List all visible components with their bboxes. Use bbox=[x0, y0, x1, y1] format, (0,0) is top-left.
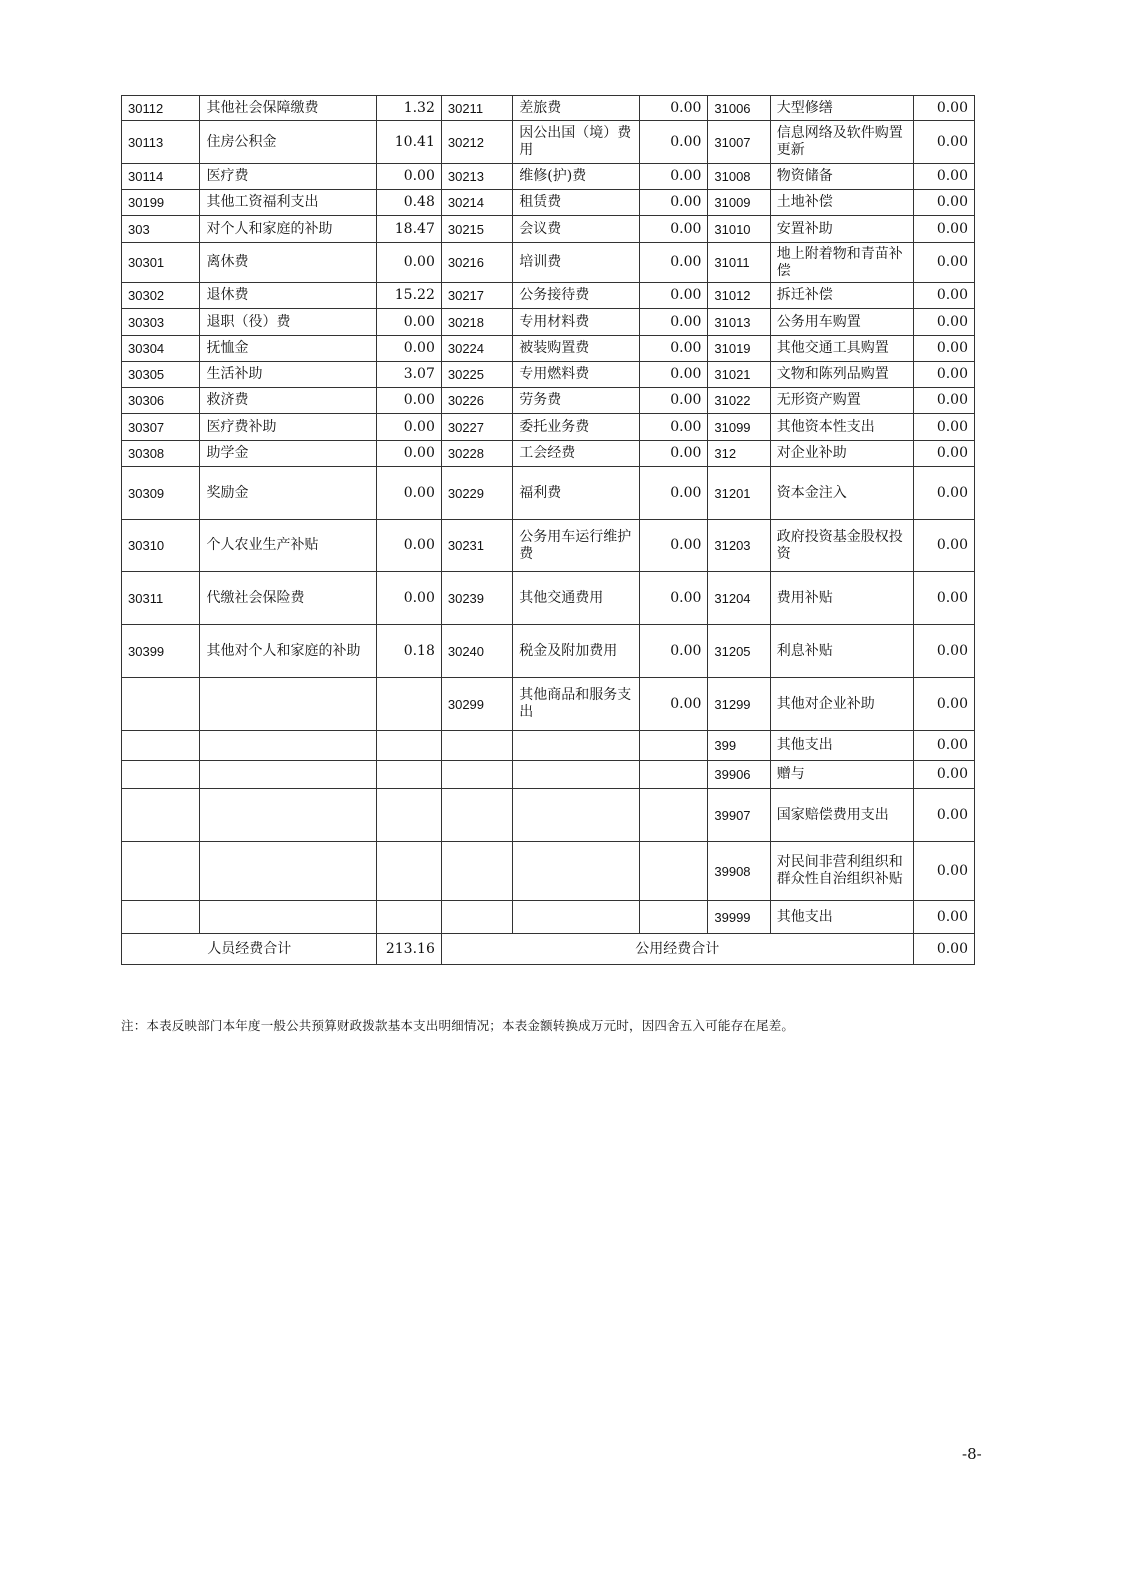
group2-amount-cell: 0.00 bbox=[640, 678, 708, 731]
group1-amount-cell: 0.00 bbox=[377, 572, 441, 625]
group3-amount-cell: 0.00 bbox=[913, 96, 974, 121]
group1-amount-cell bbox=[377, 678, 441, 731]
group2-name-cell: 被装购置费 bbox=[513, 336, 640, 362]
group1-name-cell bbox=[200, 731, 377, 761]
group3-name-cell: 政府投资基金股权投资 bbox=[770, 520, 913, 572]
table-row bbox=[122, 520, 975, 572]
group3-amount-cell: 0.00 bbox=[913, 309, 974, 336]
group1-code-cell: 30310 bbox=[122, 520, 200, 572]
group2-code-cell: 30228 bbox=[441, 441, 512, 467]
group2-name-cell: 专用材料费 bbox=[513, 309, 640, 336]
group1-amount-cell: 0.00 bbox=[377, 441, 441, 467]
group3-name-cell: 其他交通工具购置 bbox=[770, 336, 913, 362]
group1-code-cell bbox=[122, 761, 200, 789]
group3-name-cell: 其他支出 bbox=[770, 901, 913, 934]
group3-code-cell: 312 bbox=[708, 441, 770, 467]
group3-amount-cell: 0.00 bbox=[913, 901, 974, 934]
page-number: -8- bbox=[962, 1445, 982, 1463]
group1-amount-cell: 1.32 bbox=[377, 96, 441, 121]
group1-amount-cell bbox=[377, 901, 441, 934]
group3-code-cell: 31019 bbox=[708, 336, 770, 362]
table-row bbox=[122, 121, 975, 164]
group3-code-cell: 31011 bbox=[708, 243, 770, 283]
group1-name-cell bbox=[200, 901, 377, 934]
group3-name-cell: 物资储备 bbox=[770, 164, 913, 190]
group2-name-cell: 专用燃料费 bbox=[513, 362, 640, 388]
group3-amount-cell: 0.00 bbox=[913, 678, 974, 731]
group2-name-cell: 培训费 bbox=[513, 243, 640, 283]
group3-amount-cell: 0.00 bbox=[913, 216, 974, 243]
group3-code-cell: 31099 bbox=[708, 414, 770, 441]
group1-amount-cell: 0.00 bbox=[377, 414, 441, 441]
group1-amount-cell bbox=[377, 761, 441, 789]
group3-name-cell: 大型修缮 bbox=[770, 96, 913, 121]
group3-name-cell: 拆迁补偿 bbox=[770, 283, 913, 309]
group3-amount-cell: 0.00 bbox=[913, 789, 974, 842]
group1-name-cell: 其他对个人和家庭的补助 bbox=[200, 625, 377, 678]
group1-code-cell bbox=[122, 731, 200, 761]
group1-name-cell: 助学金 bbox=[200, 441, 377, 467]
group3-code-cell: 31006 bbox=[708, 96, 770, 121]
group2-code-cell: 30231 bbox=[441, 520, 512, 572]
group2-name-cell bbox=[513, 789, 640, 842]
group1-code-cell: 303 bbox=[122, 216, 200, 243]
group1-name-cell bbox=[200, 789, 377, 842]
group2-name-cell: 会议费 bbox=[513, 216, 640, 243]
group1-amount-cell bbox=[377, 789, 441, 842]
group2-code-cell: 30217 bbox=[441, 283, 512, 309]
group3-amount-cell: 0.00 bbox=[913, 731, 974, 761]
group3-amount-cell: 0.00 bbox=[913, 441, 974, 467]
group1-code-cell: 30309 bbox=[122, 467, 200, 520]
personnel-total-value: 213.16 bbox=[377, 934, 441, 965]
group1-name-cell: 医疗费补助 bbox=[200, 414, 377, 441]
group1-name-cell: 住房公积金 bbox=[200, 121, 377, 164]
group1-amount-cell: 0.00 bbox=[377, 520, 441, 572]
table-row bbox=[122, 572, 975, 625]
group1-code-cell: 30301 bbox=[122, 243, 200, 283]
group1-code-cell bbox=[122, 789, 200, 842]
group2-amount-cell: 0.00 bbox=[640, 164, 708, 190]
group2-code-cell: 30299 bbox=[441, 678, 512, 731]
group3-name-cell: 文物和陈列品购置 bbox=[770, 362, 913, 388]
group1-name-cell: 抚恤金 bbox=[200, 336, 377, 362]
group3-code-cell: 31299 bbox=[708, 678, 770, 731]
group2-amount-cell: 0.00 bbox=[640, 96, 708, 121]
public-total-label: 公用经费合计 bbox=[441, 934, 913, 965]
group2-code-cell: 30240 bbox=[441, 625, 512, 678]
group3-name-cell: 其他支出 bbox=[770, 731, 913, 761]
table-row bbox=[122, 414, 975, 441]
group2-amount-cell bbox=[640, 761, 708, 789]
group1-amount-cell: 0.00 bbox=[377, 309, 441, 336]
group2-name-cell: 其他交通费用 bbox=[513, 572, 640, 625]
public-total-value: 0.00 bbox=[913, 934, 974, 965]
table-row bbox=[122, 789, 975, 842]
group3-code-cell: 31013 bbox=[708, 309, 770, 336]
group3-amount-cell: 0.00 bbox=[913, 467, 974, 520]
group1-code-cell: 30307 bbox=[122, 414, 200, 441]
group3-code-cell: 39999 bbox=[708, 901, 770, 934]
group3-code-cell: 31007 bbox=[708, 121, 770, 164]
group2-code-cell bbox=[441, 901, 512, 934]
group2-code-cell: 30211 bbox=[441, 96, 512, 121]
group1-code-cell: 30308 bbox=[122, 441, 200, 467]
group2-code-cell: 30239 bbox=[441, 572, 512, 625]
group3-amount-cell: 0.00 bbox=[913, 164, 974, 190]
group1-amount-cell: 0.48 bbox=[377, 190, 441, 216]
group2-code-cell: 30225 bbox=[441, 362, 512, 388]
group2-amount-cell: 0.00 bbox=[640, 441, 708, 467]
group2-amount-cell bbox=[640, 789, 708, 842]
group1-code-cell: 30114 bbox=[122, 164, 200, 190]
group2-name-cell: 福利费 bbox=[513, 467, 640, 520]
group3-name-cell: 费用补贴 bbox=[770, 572, 913, 625]
table-row bbox=[122, 842, 975, 901]
group2-amount-cell: 0.00 bbox=[640, 243, 708, 283]
group1-code-cell: 30399 bbox=[122, 625, 200, 678]
expenditure-detail-table bbox=[121, 95, 975, 965]
group2-code-cell bbox=[441, 842, 512, 901]
group2-amount-cell: 0.00 bbox=[640, 362, 708, 388]
group1-code-cell: 30113 bbox=[122, 121, 200, 164]
group3-amount-cell: 0.00 bbox=[913, 842, 974, 901]
group3-amount-cell: 0.00 bbox=[913, 283, 974, 309]
group1-name-cell: 医疗费 bbox=[200, 164, 377, 190]
group1-amount-cell: 0.00 bbox=[377, 336, 441, 362]
group2-amount-cell: 0.00 bbox=[640, 283, 708, 309]
group3-name-cell: 资本金注入 bbox=[770, 467, 913, 520]
group3-code-cell: 31008 bbox=[708, 164, 770, 190]
group1-name-cell: 其他工资福利支出 bbox=[200, 190, 377, 216]
group3-name-cell: 地上附着物和青苗补偿 bbox=[770, 243, 913, 283]
group1-name-cell: 对个人和家庭的补助 bbox=[200, 216, 377, 243]
group2-amount-cell: 0.00 bbox=[640, 336, 708, 362]
group1-name-cell: 其他社会保障缴费 bbox=[200, 96, 377, 121]
totals-row bbox=[122, 934, 975, 965]
group2-amount-cell: 0.00 bbox=[640, 572, 708, 625]
group2-amount-cell: 0.00 bbox=[640, 520, 708, 572]
group1-amount-cell: 0.00 bbox=[377, 388, 441, 414]
table-body bbox=[122, 96, 975, 965]
group1-amount-cell: 0.00 bbox=[377, 164, 441, 190]
table-row bbox=[122, 362, 975, 388]
group3-amount-cell: 0.00 bbox=[913, 243, 974, 283]
group1-name-cell: 救济费 bbox=[200, 388, 377, 414]
group1-code-cell: 30303 bbox=[122, 309, 200, 336]
personnel-total-label: 人员经费合计 bbox=[122, 934, 377, 965]
group1-amount-cell: 18.47 bbox=[377, 216, 441, 243]
group2-name-cell: 租赁费 bbox=[513, 190, 640, 216]
group3-amount-cell: 0.00 bbox=[913, 121, 974, 164]
group3-code-cell: 31201 bbox=[708, 467, 770, 520]
group1-name-cell: 奖励金 bbox=[200, 467, 377, 520]
group3-name-cell: 土地补偿 bbox=[770, 190, 913, 216]
group2-amount-cell bbox=[640, 842, 708, 901]
group1-amount-cell: 0.00 bbox=[377, 467, 441, 520]
table-note: 注：本表反映部门本年度一般公共预算财政拨款基本支出明细情况；本表金额转换成万元时，因四舍五入可能存在尾差。 bbox=[121, 1018, 795, 1033]
group1-code-cell: 30302 bbox=[122, 283, 200, 309]
table-row bbox=[122, 441, 975, 467]
group2-amount-cell: 0.00 bbox=[640, 216, 708, 243]
table-row bbox=[122, 901, 975, 934]
table-row bbox=[122, 283, 975, 309]
table-row bbox=[122, 309, 975, 336]
group1-name-cell bbox=[200, 761, 377, 789]
group2-name-cell bbox=[513, 731, 640, 761]
group1-name-cell: 离休费 bbox=[200, 243, 377, 283]
table-row bbox=[122, 467, 975, 520]
table-row bbox=[122, 243, 975, 283]
group1-code-cell bbox=[122, 842, 200, 901]
group3-amount-cell: 0.00 bbox=[913, 572, 974, 625]
table-row bbox=[122, 336, 975, 362]
group3-name-cell: 信息网络及软件购置更新 bbox=[770, 121, 913, 164]
group2-amount-cell: 0.00 bbox=[640, 190, 708, 216]
group3-code-cell: 31012 bbox=[708, 283, 770, 309]
group1-code-cell: 30304 bbox=[122, 336, 200, 362]
group3-name-cell: 对民间非营利组织和群众性自治组织补贴 bbox=[770, 842, 913, 901]
group1-name-cell: 生活补助 bbox=[200, 362, 377, 388]
group2-amount-cell bbox=[640, 901, 708, 934]
group2-code-cell: 30224 bbox=[441, 336, 512, 362]
group3-code-cell: 31204 bbox=[708, 572, 770, 625]
group2-code-cell: 30226 bbox=[441, 388, 512, 414]
group3-code-cell: 31021 bbox=[708, 362, 770, 388]
table-row bbox=[122, 190, 975, 216]
group2-name-cell bbox=[513, 842, 640, 901]
group1-amount-cell: 15.22 bbox=[377, 283, 441, 309]
group3-code-cell: 31009 bbox=[708, 190, 770, 216]
group2-name-cell: 公务用车运行维护费 bbox=[513, 520, 640, 572]
table-row bbox=[122, 625, 975, 678]
group3-name-cell: 其他资本性支出 bbox=[770, 414, 913, 441]
group3-code-cell: 39907 bbox=[708, 789, 770, 842]
group3-name-cell: 对企业补助 bbox=[770, 441, 913, 467]
group1-code-cell: 30112 bbox=[122, 96, 200, 121]
group1-name-cell: 退职（役）费 bbox=[200, 309, 377, 336]
group2-code-cell: 30218 bbox=[441, 309, 512, 336]
group3-name-cell: 利息补贴 bbox=[770, 625, 913, 678]
group1-name-cell: 个人农业生产补贴 bbox=[200, 520, 377, 572]
group2-code-cell: 30227 bbox=[441, 414, 512, 441]
group2-name-cell bbox=[513, 761, 640, 789]
group3-amount-cell: 0.00 bbox=[913, 388, 974, 414]
table-row bbox=[122, 761, 975, 789]
table-row bbox=[122, 164, 975, 190]
group2-name-cell: 其他商品和服务支出 bbox=[513, 678, 640, 731]
group2-name-cell: 委托业务费 bbox=[513, 414, 640, 441]
group1-amount-cell bbox=[377, 842, 441, 901]
group3-amount-cell: 0.00 bbox=[913, 414, 974, 441]
group2-code-cell: 30229 bbox=[441, 467, 512, 520]
group1-name-cell bbox=[200, 678, 377, 731]
group3-amount-cell: 0.00 bbox=[913, 362, 974, 388]
group3-name-cell: 其他对企业补助 bbox=[770, 678, 913, 731]
group2-amount-cell: 0.00 bbox=[640, 121, 708, 164]
group2-name-cell: 公务接待费 bbox=[513, 283, 640, 309]
group1-code-cell bbox=[122, 678, 200, 731]
group2-name-cell: 税金及附加费用 bbox=[513, 625, 640, 678]
group2-name-cell bbox=[513, 901, 640, 934]
group3-name-cell: 赠与 bbox=[770, 761, 913, 789]
group3-code-cell: 31022 bbox=[708, 388, 770, 414]
group3-amount-cell: 0.00 bbox=[913, 625, 974, 678]
group1-amount-cell: 10.41 bbox=[377, 121, 441, 164]
group3-name-cell: 公务用车购置 bbox=[770, 309, 913, 336]
group1-name-cell: 退休费 bbox=[200, 283, 377, 309]
group1-code-cell bbox=[122, 901, 200, 934]
group3-code-cell: 31010 bbox=[708, 216, 770, 243]
table-row bbox=[122, 388, 975, 414]
group3-code-cell: 39906 bbox=[708, 761, 770, 789]
group3-name-cell: 安置补助 bbox=[770, 216, 913, 243]
table-row bbox=[122, 678, 975, 731]
group2-amount-cell: 0.00 bbox=[640, 388, 708, 414]
table-row bbox=[122, 216, 975, 243]
group2-name-cell: 维修(护)费 bbox=[513, 164, 640, 190]
group2-amount-cell: 0.00 bbox=[640, 414, 708, 441]
group1-code-cell: 30311 bbox=[122, 572, 200, 625]
group3-code-cell: 31205 bbox=[708, 625, 770, 678]
table-row bbox=[122, 731, 975, 761]
group1-code-cell: 30306 bbox=[122, 388, 200, 414]
group3-amount-cell: 0.00 bbox=[913, 336, 974, 362]
group3-name-cell: 无形资产购置 bbox=[770, 388, 913, 414]
group2-name-cell: 差旅费 bbox=[513, 96, 640, 121]
group1-amount-cell: 0.00 bbox=[377, 243, 441, 283]
group2-code-cell: 30214 bbox=[441, 190, 512, 216]
group3-amount-cell: 0.00 bbox=[913, 520, 974, 572]
group2-code-cell bbox=[441, 731, 512, 761]
group2-name-cell: 劳务费 bbox=[513, 388, 640, 414]
group2-amount-cell: 0.00 bbox=[640, 309, 708, 336]
group1-name-cell: 代缴社会保险费 bbox=[200, 572, 377, 625]
group3-amount-cell: 0.00 bbox=[913, 190, 974, 216]
group1-amount-cell: 3.07 bbox=[377, 362, 441, 388]
group2-code-cell: 30213 bbox=[441, 164, 512, 190]
group2-amount-cell: 0.00 bbox=[640, 467, 708, 520]
group3-name-cell: 国家赔偿费用支出 bbox=[770, 789, 913, 842]
group2-name-cell: 因公出国（境）费用 bbox=[513, 121, 640, 164]
group1-name-cell bbox=[200, 842, 377, 901]
group2-code-cell bbox=[441, 789, 512, 842]
group3-code-cell: 39908 bbox=[708, 842, 770, 901]
group2-code-cell bbox=[441, 761, 512, 789]
group1-amount-cell bbox=[377, 731, 441, 761]
group2-name-cell: 工会经费 bbox=[513, 441, 640, 467]
group2-code-cell: 30212 bbox=[441, 121, 512, 164]
group2-code-cell: 30216 bbox=[441, 243, 512, 283]
group2-code-cell: 30215 bbox=[441, 216, 512, 243]
table-row bbox=[122, 96, 975, 121]
group3-code-cell: 399 bbox=[708, 731, 770, 761]
group1-code-cell: 30305 bbox=[122, 362, 200, 388]
group1-amount-cell: 0.18 bbox=[377, 625, 441, 678]
group2-amount-cell: 0.00 bbox=[640, 625, 708, 678]
group3-amount-cell: 0.00 bbox=[913, 761, 974, 789]
group2-amount-cell bbox=[640, 731, 708, 761]
group3-code-cell: 31203 bbox=[708, 520, 770, 572]
group1-code-cell: 30199 bbox=[122, 190, 200, 216]
